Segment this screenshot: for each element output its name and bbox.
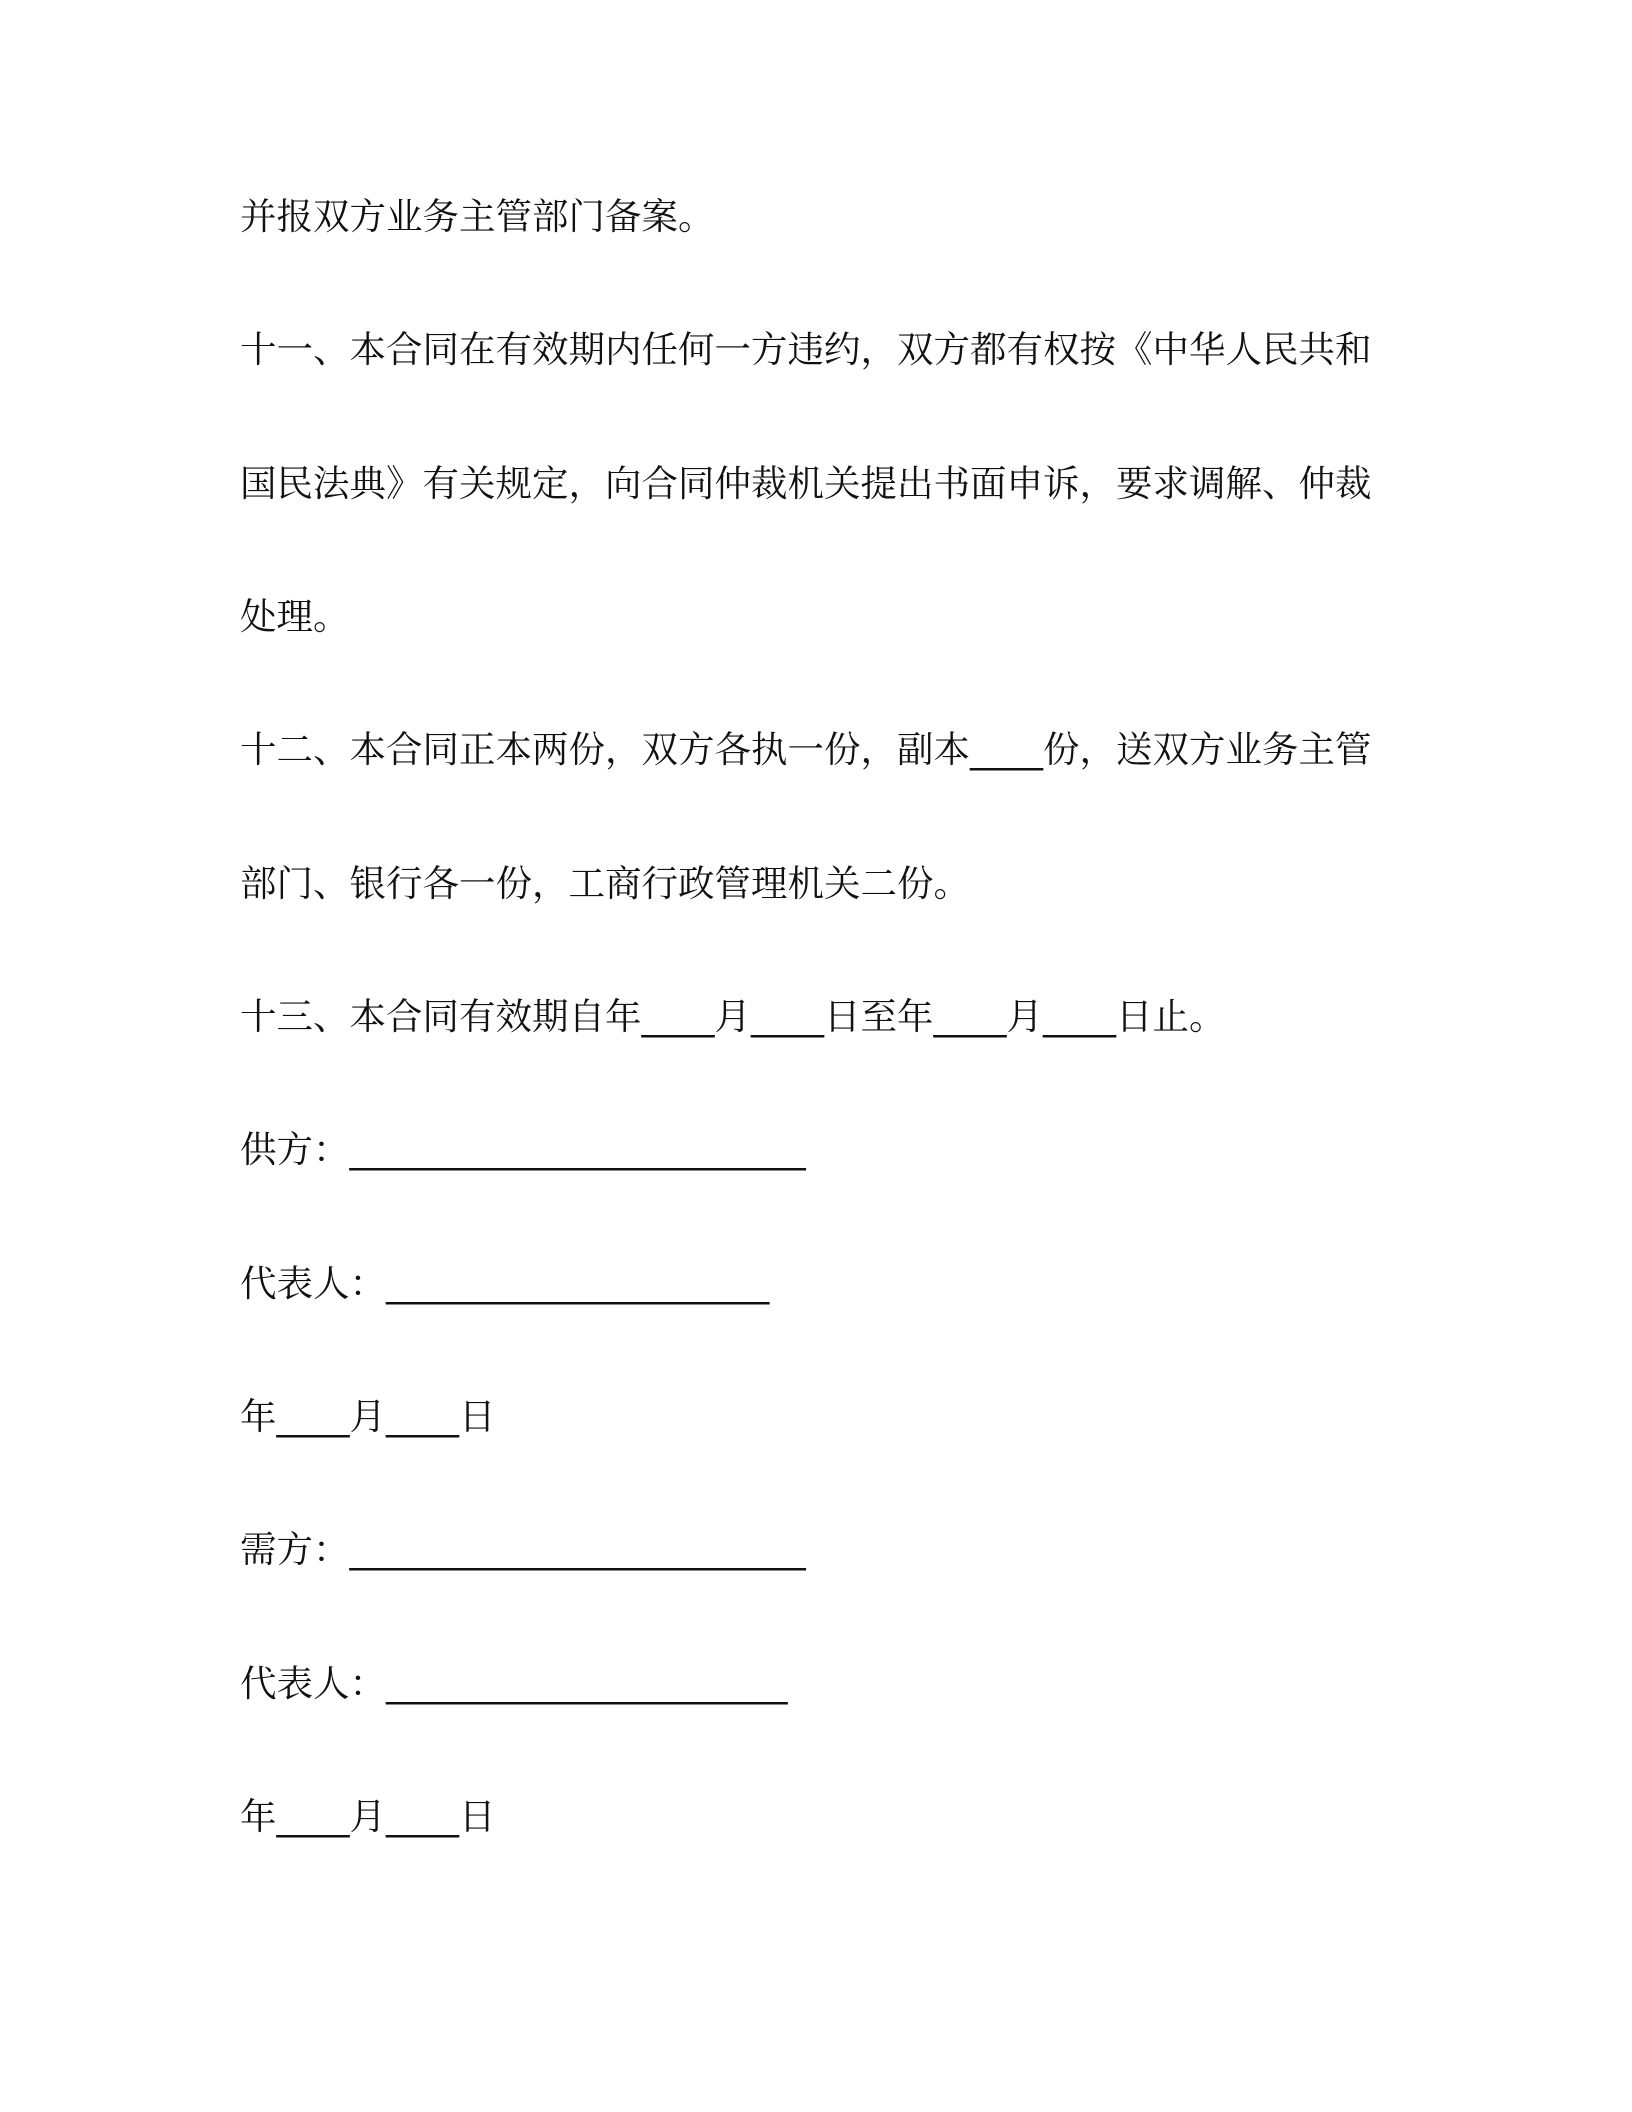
clause-11-line: 国民法典》有关规定，向合同仲裁机关提出书面申诉，要求调解、仲裁	[240, 461, 1372, 505]
supplier-date-field: 年____月____日	[240, 1394, 496, 1438]
supplier-representative-field: 代表人：_____________________	[240, 1261, 770, 1305]
clause-11	[240, 283, 1420, 683]
clause-12-line: 十二、本合同正本两份，双方各执一份，副本____份，送双方业务主管	[240, 728, 1372, 772]
clause-12	[240, 683, 1420, 950]
continuation-paragraph	[240, 150, 1420, 283]
clause-12-line: 部门、银行各一份，工商行政管理机关二份。	[240, 861, 970, 905]
supplier-party-field: 供方：_________________________	[240, 1128, 806, 1172]
clause-11-line: 处理。	[240, 594, 350, 638]
document-body	[240, 150, 1420, 1883]
buyer-signature-block	[240, 1483, 1420, 1883]
paragraph-line: 并报双方业务主管部门备案。	[240, 195, 715, 238]
buyer-date-field: 年____月____日	[240, 1794, 496, 1838]
clause-13	[240, 950, 1420, 1083]
buyer-party-field: 需方：_________________________	[240, 1528, 806, 1572]
buyer-representative-field: 代表人：______________________	[240, 1661, 788, 1705]
clause-13-line: 十三、本合同有效期自年____月____日至年____月____日止。	[240, 994, 1226, 1038]
supplier-signature-block	[240, 1083, 1420, 1483]
clause-11-line: 十一、本合同在有效期内任何一方违约，双方都有权按《中华人民共和	[240, 328, 1372, 372]
